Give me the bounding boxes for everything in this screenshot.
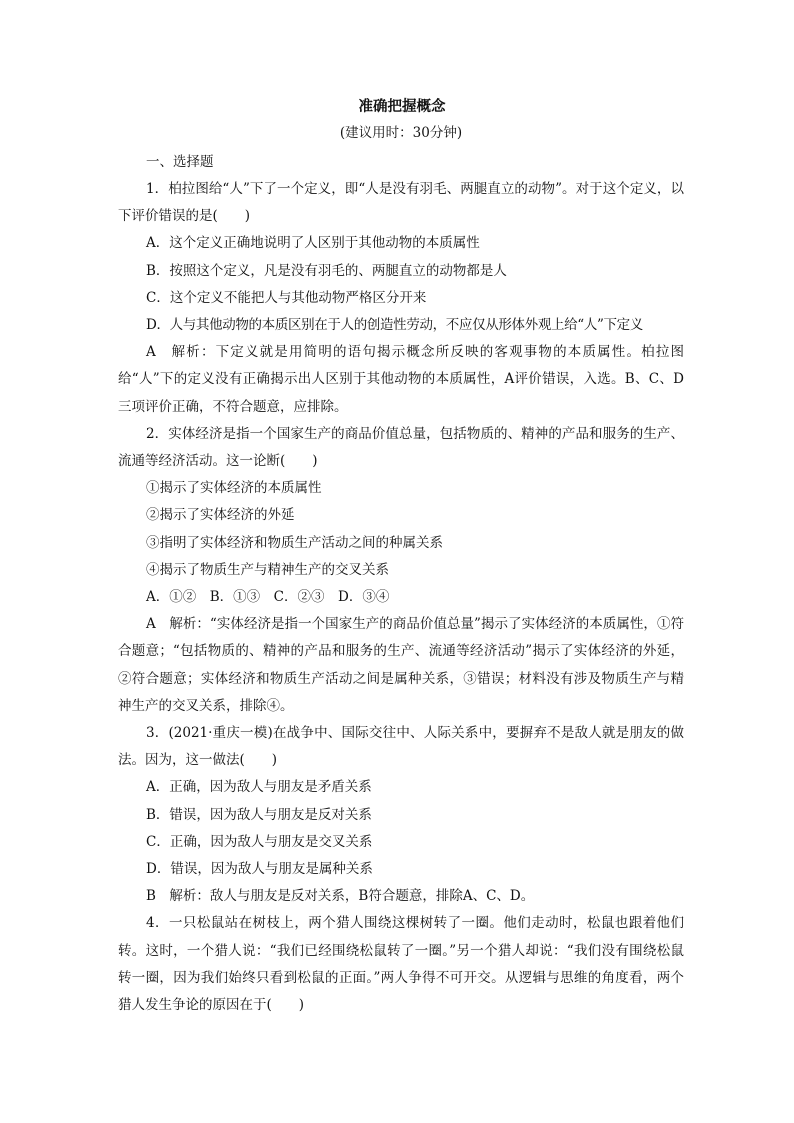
answer-options-line: A．①② B．①③ C．②③ D．③④	[146, 589, 390, 606]
answer-option: B．错误，因为敌人与朋友是反对关系	[146, 806, 372, 823]
question-stem: 3．(2021·重庆一模)在战争中、国际交往中、人际关系中，要摒弃不是敌人就是朋友的做法。因为，这一做法( )	[118, 725, 684, 769]
question-4	[118, 910, 684, 1019]
question-stem: 2．实体经济是指一个国家生产的商品价值总量，包括物质的、精神的产品和服务的生产、流通等经济活动。这一论断( )	[118, 425, 684, 470]
answer-option: A．这个定义正确地说明了人区别于其他动物的本质属性	[146, 235, 480, 252]
answer-option: B．按照这个定义，凡是没有羽毛的、两腿直立的动物都是人	[146, 262, 507, 279]
statement-item: ①揭示了实体经济的本质属性	[146, 480, 322, 497]
section-heading: 一、选择题	[146, 154, 214, 170]
statement-item: ④揭示了物质生产与精神生产的交叉关系	[146, 561, 389, 578]
answer-option: C．这个定义不能把人与其他动物严格区分开来	[146, 289, 427, 306]
answer-option: A．正确，因为敌人与朋友是矛盾关系	[146, 779, 372, 796]
question-1	[118, 176, 684, 421]
answer-explanation: A 解析：下定义就是用简明的语句揭示概念所反映的客观事物的本质属性。柏拉图给“人”下的定义没有正确揭示出人区别于其他动物的本质属性，A评价错误，入选。B、C、D三项评价正确，不符合题意，应排除。	[118, 344, 684, 415]
answer-option: D．错误，因为敌人与朋友是属种关系	[146, 861, 373, 878]
answer-explanation: B 解析：敌人与朋友是反对关系，B符合题意，排除A、C、D。	[146, 888, 535, 905]
statement-item: ③指明了实体经济和物质生产活动之间的种属关系	[146, 534, 443, 551]
question-stem: 4．一只松鼠站在树枝上，两个猎人围绕这棵树转了一圈。他们走动时，松鼠也跟着他们转。这时，一个猎人说：“我们已经围绕松鼠转了一圈。”另一个猎人却说：“我们没有围绕松鼠转一圈，因为我们始终只看到松鼠的正面。”两人争得不可开交。从逻辑与思维的角度看，两个猎人发生争论的原因在于( )	[118, 915, 684, 1014]
question-3	[118, 720, 684, 910]
answer-explanation: A 解析：“实体经济是指一个国家生产的商品价值总量”揭示了实体经济的本质属性，①符合题意；“包括物质的、精神的产品和服务的生产、流通等经济活动”揭示了实体经济的外延，②符合题意；实体经济和物质生产活动之间是属种关系，③错误；材料没有涉及物质生产与精神生产的交叉关系，排除④。	[118, 616, 684, 714]
question-stem: 1．柏拉图给“人”下了一个定义，即“人是没有羽毛、两腿直立的动物”。对于这个定义，以下评价错误的是( )	[118, 181, 684, 225]
time-suggestion: (建议用时：30分钟)	[339, 125, 463, 141]
answer-option: D．人与其他动物的本质区别在于人的创造性劳动，不应仅从形体外观上给“人”下定义	[146, 317, 643, 334]
answer-option: C．正确，因为敌人与朋友是交叉关系	[146, 833, 373, 850]
page-content	[118, 96, 684, 1019]
question-2	[118, 421, 684, 720]
page-title: 准确把握概念	[358, 98, 446, 115]
statement-item: ②揭示了实体经济的外延	[146, 507, 295, 524]
